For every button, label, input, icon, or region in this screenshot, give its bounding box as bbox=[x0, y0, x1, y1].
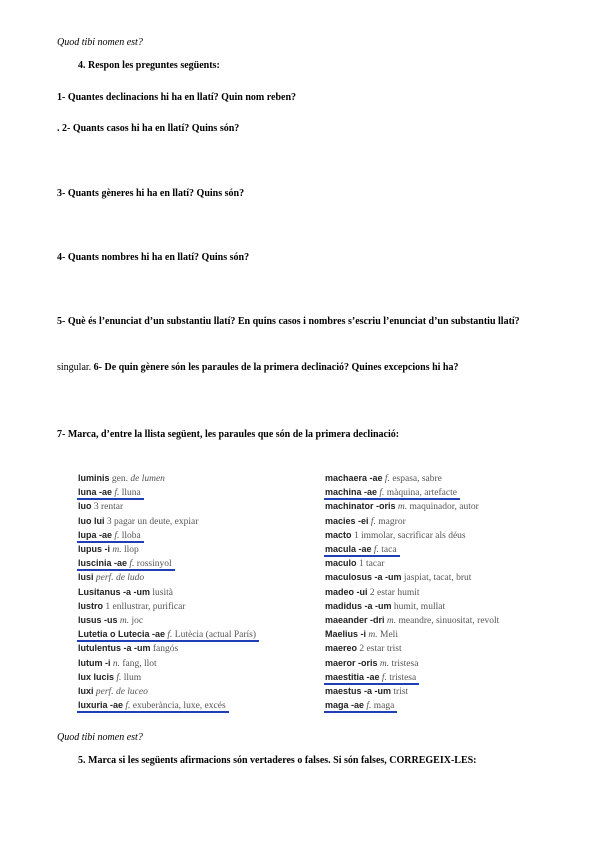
vocab-grammar-tag: n. bbox=[112, 658, 123, 669]
vocab-definition-text: 3 pagar un deute, expiar bbox=[106, 516, 199, 527]
vocab-entry bbox=[325, 500, 479, 513]
marked-underline bbox=[324, 711, 397, 713]
vocab-definition bbox=[127, 559, 172, 569]
vocab-headword: maestus -a -um bbox=[325, 686, 392, 696]
vocab-headword: maeror -oris bbox=[325, 657, 378, 668]
vocab-entry bbox=[325, 529, 466, 542]
vocab-headword: machina -ae bbox=[325, 487, 378, 498]
vocab-entry bbox=[325, 571, 471, 584]
vocab-headword: maeander -dri bbox=[325, 615, 385, 625]
vocab-entry bbox=[78, 685, 148, 698]
vocab-headword: maculo bbox=[325, 558, 357, 569]
vocab-meaning: Meli bbox=[380, 630, 398, 641]
vocab-definition bbox=[369, 517, 406, 527]
vocab-definition bbox=[378, 659, 419, 669]
vocab-headword: macies -ei bbox=[325, 515, 369, 526]
vocab-meaning: màquina, artefacte bbox=[386, 488, 457, 499]
vocab-grammar-tag: f. bbox=[125, 701, 133, 712]
vocab-meaning: llop bbox=[124, 545, 139, 555]
vocab-definition bbox=[114, 673, 141, 683]
vocab-headword: Lusitanus -a -um bbox=[78, 586, 151, 597]
vocab-entry bbox=[78, 671, 141, 684]
vocab-grammar-tag: f. bbox=[129, 559, 137, 570]
question-6 bbox=[57, 362, 459, 373]
vocab-definition bbox=[103, 602, 185, 612]
marked-underline bbox=[77, 711, 229, 713]
vocab-definition bbox=[402, 573, 472, 583]
vocab-headword: machinator -oris bbox=[325, 501, 396, 512]
vocab-entry bbox=[78, 642, 178, 655]
vocab-definition-text: trist bbox=[393, 687, 409, 697]
vocab-definition bbox=[357, 644, 402, 654]
vocab-definition-text: 1 tacar bbox=[358, 559, 385, 570]
vocab-entry bbox=[78, 614, 143, 627]
vocab-definition-text: jaspiat, tacat, brut bbox=[403, 573, 472, 584]
vocab-list-left bbox=[78, 472, 318, 722]
vocab-meaning: de luceo bbox=[115, 687, 148, 697]
vocab-meaning: exuberància, luxe, excés bbox=[132, 701, 226, 712]
vocab-definition bbox=[383, 474, 442, 484]
vocab-grammar-tag: f. bbox=[370, 516, 379, 527]
vocab-meaning: fang, llot bbox=[122, 658, 157, 669]
vocab-meaning: rossinyol bbox=[136, 559, 172, 570]
vocab-definition bbox=[352, 531, 466, 541]
vocab-grammar-tag: f. bbox=[384, 474, 393, 484]
vocab-headword: luxuria -ae bbox=[78, 700, 124, 711]
vocab-entry bbox=[78, 515, 198, 528]
vocab-headword: madidus -a -um bbox=[325, 600, 392, 611]
section-5-title: 5. Marca si les següents afirmacions són vertaderes o falses. Si són falses, CORREGEIX-LES: bbox=[78, 755, 477, 766]
vocab-entry bbox=[78, 657, 157, 670]
vocab-grammar-tag: perf. bbox=[95, 573, 116, 584]
vocab-headword: maculosus -a -um bbox=[325, 572, 402, 583]
vocab-headword: maestitia -ae bbox=[325, 671, 380, 682]
vocab-headword: lutulentus -a -um bbox=[78, 643, 151, 654]
vocab-definition bbox=[94, 573, 145, 583]
vocab-grammar-tag: de lumen bbox=[130, 474, 165, 484]
vocab-definition bbox=[392, 602, 446, 612]
vocab-grammar-tag: m. bbox=[397, 502, 410, 513]
vocab-definition bbox=[385, 616, 500, 626]
vocab-definition bbox=[396, 502, 479, 512]
vocab-definition bbox=[380, 673, 417, 683]
vocab-entry bbox=[78, 543, 139, 556]
vocab-meaning: Lutècia (actual París) bbox=[174, 630, 257, 641]
vocab-definition-text: fangós bbox=[152, 644, 179, 655]
vocab-definition-text: humit, mullat bbox=[393, 601, 446, 612]
page-header: Quod tibi nomen est? bbox=[57, 37, 143, 48]
vocab-grammar-tag: f. bbox=[379, 488, 387, 499]
vocab-entry bbox=[78, 600, 185, 613]
vocab-definition bbox=[366, 630, 398, 640]
vocab-entry bbox=[325, 642, 402, 655]
vocab-definition bbox=[94, 687, 148, 697]
vocab-grammar-tag: m. bbox=[386, 616, 399, 626]
vocab-grammar-tag: m. bbox=[368, 630, 381, 641]
vocab-meaning: lluna bbox=[121, 488, 141, 499]
question-1: 1- Quantes declinacions hi ha en llatí? Quin nom reben? bbox=[57, 92, 297, 103]
vocab-entry bbox=[325, 685, 408, 698]
vocab-definition bbox=[377, 488, 457, 498]
vocab-definition-text: gen. bbox=[111, 474, 131, 484]
question-6-text: 6- De quin gènere són les paraules de la primera declinació? Quines excepcions hi ha? bbox=[93, 362, 459, 373]
vocab-definition-text: 3 rentar bbox=[93, 502, 124, 513]
vocab-grammar-tag: f. bbox=[366, 701, 374, 712]
vocab-grammar-tag: m. bbox=[112, 545, 124, 555]
vocab-headword: luo bbox=[78, 501, 92, 512]
vocab-meaning: de ludo bbox=[115, 573, 145, 584]
question-2: . 2- Quants casos hi ha en llatí? Quins són? bbox=[57, 123, 240, 134]
vocab-headword: maga -ae bbox=[325, 700, 365, 711]
vocab-definition bbox=[110, 545, 139, 555]
vocab-headword: lupa -ae bbox=[78, 529, 113, 540]
vocab-definition bbox=[123, 701, 226, 711]
vocab-meaning: tristesa bbox=[389, 672, 417, 683]
vocab-definition bbox=[110, 474, 165, 484]
vocab-definition-text: 1 enllustrar, purificar bbox=[105, 601, 186, 612]
vocab-definition bbox=[391, 687, 408, 697]
vocab-meaning: maquinador, autor bbox=[409, 502, 479, 513]
vocab-definition bbox=[118, 616, 144, 626]
vocab-headword: macula -ae bbox=[325, 544, 372, 554]
vocab-headword: lux lucis bbox=[78, 671, 115, 682]
vocab-headword: machaera -ae bbox=[325, 473, 383, 483]
section-4-title: 4. Respon les preguntes següents: bbox=[78, 60, 220, 71]
vocab-meaning: meandre, sinuositat, revolt bbox=[398, 616, 500, 626]
vocab-entry bbox=[325, 515, 406, 528]
vocab-entry bbox=[78, 500, 123, 513]
vocab-entry bbox=[325, 472, 442, 485]
page-header-bottom: Quod tibi nomen est? bbox=[57, 732, 143, 743]
vocab-definition bbox=[112, 488, 141, 498]
vocab-definition bbox=[364, 701, 394, 711]
vocab-headword: Maelius -i bbox=[325, 629, 367, 640]
vocab-entry bbox=[325, 614, 499, 627]
vocab-entry bbox=[325, 600, 445, 613]
vocab-definition bbox=[151, 644, 179, 654]
vocab-meaning: lloba bbox=[121, 530, 141, 541]
vocab-definition bbox=[92, 502, 124, 512]
vocab-headword: maereo bbox=[325, 643, 358, 654]
vocab-headword: macto bbox=[325, 529, 352, 540]
vocab-entry bbox=[325, 657, 418, 670]
vocab-entry bbox=[78, 472, 165, 485]
vocab-meaning: taca bbox=[381, 545, 397, 555]
vocab-grammar-tag: m. bbox=[379, 658, 392, 669]
vocab-definition bbox=[112, 531, 141, 541]
vocab-grammar-tag: perf. bbox=[95, 687, 116, 697]
vocab-grammar-tag: f. bbox=[116, 672, 124, 683]
question-4: 4- Quants nombres hi ha en llatí? Quins són? bbox=[57, 252, 250, 263]
question-7: 7- Marca, d’entre la llista següent, les paraules que són de la primera declinació: bbox=[57, 429, 400, 440]
vocab-list-right bbox=[325, 472, 595, 722]
vocab-headword: lupus -i bbox=[78, 544, 110, 554]
vocab-grammar-tag: f. bbox=[381, 672, 390, 683]
vocab-grammar-tag: m. bbox=[119, 616, 132, 626]
vocab-definition-text: 2 estar trist bbox=[359, 644, 402, 655]
vocab-entry bbox=[78, 571, 144, 584]
vocab-meaning: maga bbox=[373, 701, 395, 712]
question-5: 5- Què és l’enunciat d’un substantiu llatí? En quins casos i nombres s’escriu l’enunciat d’un substantiu llatí? bbox=[57, 316, 520, 327]
question-3: 3- Quants gèneres hi ha en llatí? Quins són? bbox=[57, 188, 245, 199]
vocab-grammar-tag: f. bbox=[114, 488, 122, 499]
vocab-headword: luxi bbox=[78, 686, 94, 696]
vocab-meaning: tristesa bbox=[391, 658, 419, 669]
vocab-definition bbox=[357, 559, 385, 569]
vocab-meaning: espasa, sabre bbox=[392, 474, 442, 484]
vocab-definition-text: 2 estar humit bbox=[369, 587, 420, 598]
vocab-grammar-tag: f. bbox=[167, 630, 175, 641]
vocab-entry bbox=[78, 586, 173, 599]
question-6-prefix: singular. bbox=[57, 362, 94, 373]
vocab-entry bbox=[325, 586, 420, 599]
vocab-definition bbox=[372, 545, 397, 555]
vocab-definition bbox=[105, 517, 199, 527]
vocab-headword: luo lui bbox=[78, 515, 105, 526]
vocab-definition-text: 1 immolar, sacrificar als déus bbox=[353, 530, 466, 541]
vocab-headword: lusi bbox=[78, 572, 94, 583]
vocab-headword: luscinia -ae bbox=[78, 558, 128, 569]
vocab-definition bbox=[150, 588, 173, 598]
vocab-headword: luna -ae bbox=[78, 487, 113, 498]
vocab-headword: lusus -us bbox=[78, 615, 118, 625]
vocab-grammar-tag: f. bbox=[373, 545, 382, 555]
vocab-definition bbox=[165, 630, 256, 640]
vocab-entry bbox=[325, 628, 398, 641]
vocab-headword: luminis bbox=[78, 473, 110, 483]
vocab-meaning: llum bbox=[123, 672, 142, 683]
vocab-definition-text: lusità bbox=[152, 587, 173, 598]
vocab-definition bbox=[368, 588, 420, 598]
vocab-headword: Lutetia o Lutecia -ae bbox=[78, 629, 166, 640]
vocab-definition bbox=[111, 659, 157, 669]
vocab-entry bbox=[325, 557, 384, 570]
vocab-grammar-tag: f. bbox=[114, 530, 122, 541]
vocab-meaning: magror bbox=[378, 516, 406, 527]
vocab-headword: madeo -ui bbox=[325, 586, 368, 597]
vocab-headword: lustro bbox=[78, 600, 104, 611]
vocab-headword: lutum -i bbox=[78, 657, 111, 668]
vocab-meaning: joc bbox=[131, 616, 144, 626]
